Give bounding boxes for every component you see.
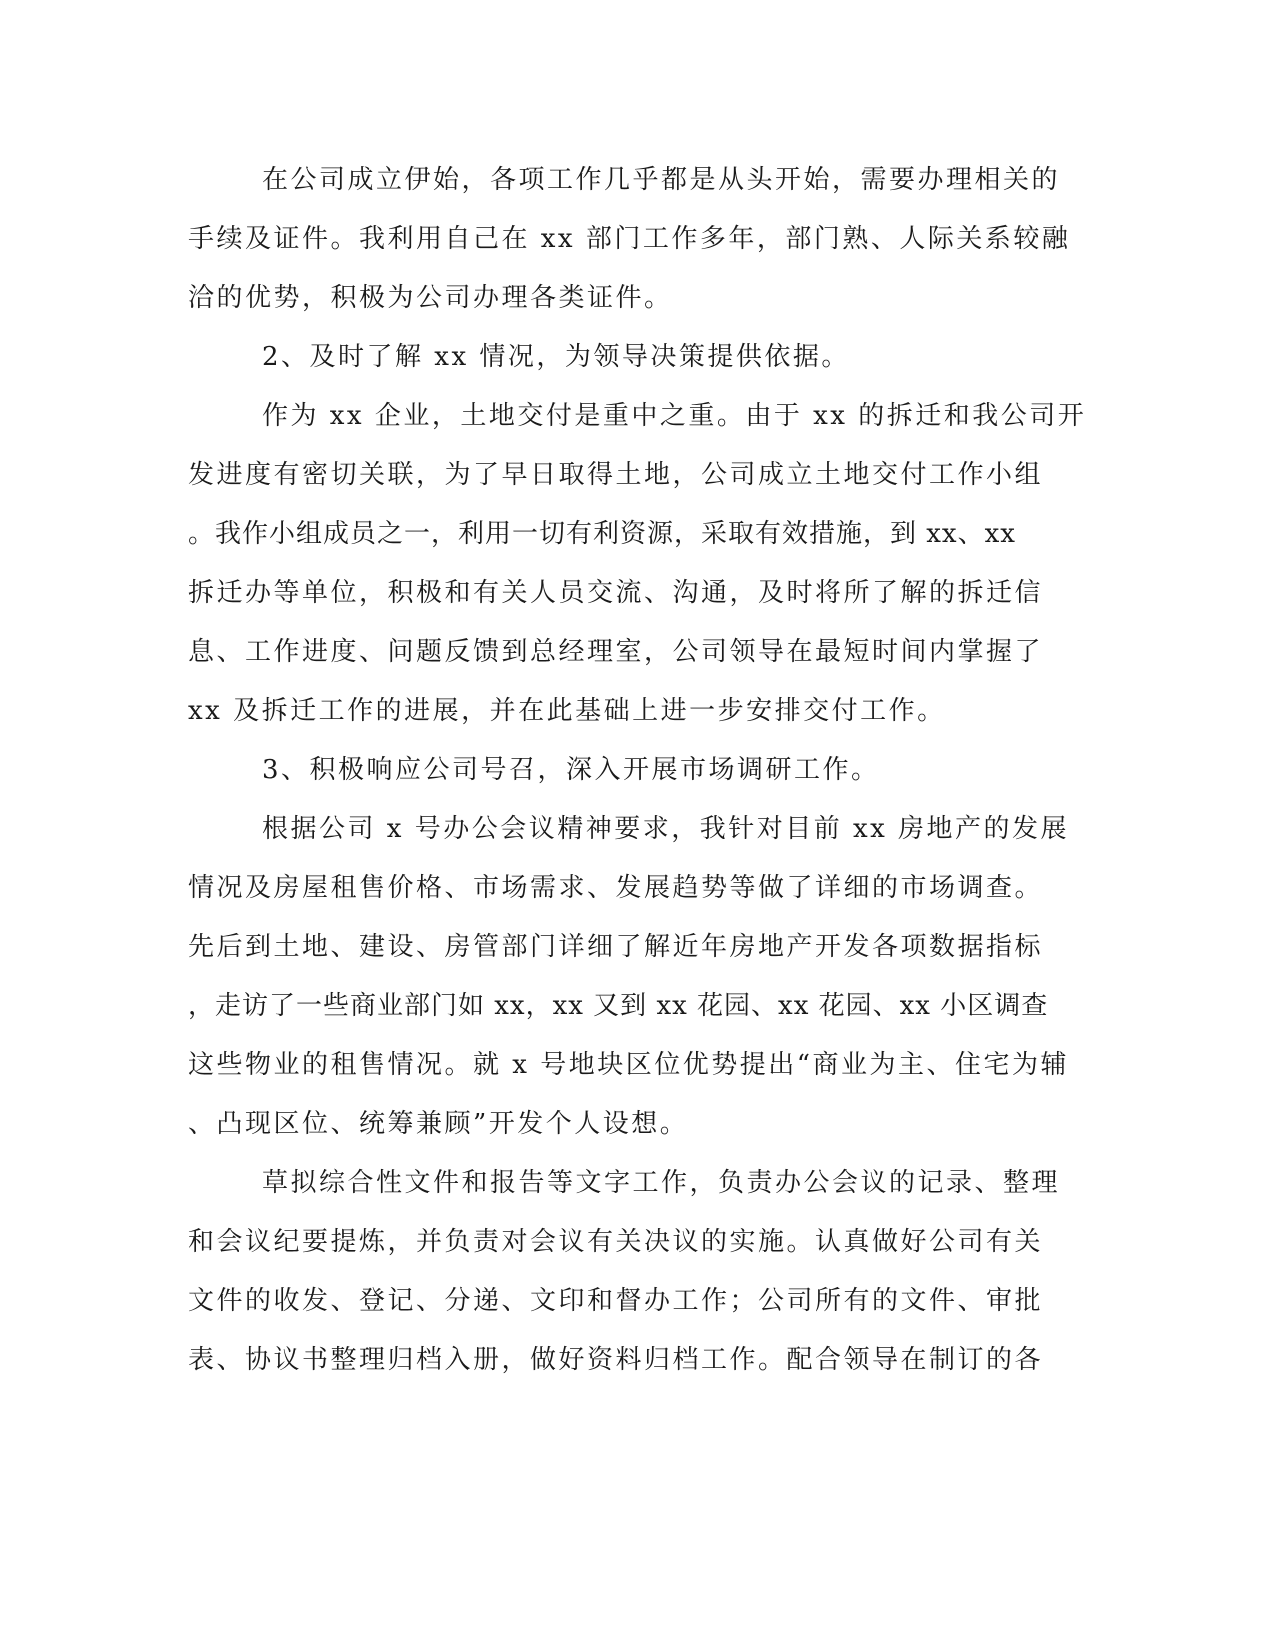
- paragraph-line: 拆迁办等单位，积极和有关人员交流、沟通，及时将所了解的拆迁信: [188, 578, 1044, 608]
- paragraph-line: 发进度有密切关联，为了早日取得土地，公司成立土地交付工作小组: [188, 460, 1044, 490]
- paragraph-line: 根据公司 x 号办公会议精神要求，我针对目前 xx 房地产的发展: [262, 814, 1070, 844]
- paragraph-line: 。我作小组成员之一，利用一切有利资源，采取有效措施，到 xx、xx: [188, 519, 1016, 549]
- paragraph-line: 先后到土地、建设、房管部门详细了解近年房地产开发各项数据指标: [188, 932, 1044, 962]
- paragraph-line: ，走访了一些商业部门如 xx，xx 又到 xx 花园、xx 花园、xx 小区调查: [188, 991, 1049, 1021]
- section-heading: 3、积极响应公司号召，深入开展市场调研工作。: [262, 755, 880, 785]
- section-heading: 2、及时了解 xx 情况，为领导决策提供依据。: [262, 342, 850, 372]
- paragraph-line: 文件的收发、登记、分递、文印和督办工作；公司所有的文件、审批: [188, 1286, 1044, 1316]
- paragraph-line: 情况及房屋租售价格、市场需求、发展趋势等做了详细的市场调查。: [188, 873, 1044, 903]
- paragraph-line: 表、协议书整理归档入册，做好资料归档工作。配合领导在制订的各: [188, 1345, 1044, 1375]
- paragraph-line: xx 及拆迁工作的进展，并在此基础上进一步安排交付工作。: [188, 696, 946, 726]
- paragraph-line: 作为 xx 企业，土地交付是重中之重。由于 xx 的拆迁和我公司开: [262, 401, 1087, 431]
- paragraph-line: 这些物业的租售情况。就 x 号地块区位优势提出“商业为主、住宅为辅: [188, 1050, 1069, 1080]
- paragraph-line: 在公司成立伊始，各项工作几乎都是从头开始，需要办理相关的: [262, 165, 1061, 195]
- paragraph-line: 、凸现区位、统筹兼顾”开发个人设想。: [188, 1109, 689, 1139]
- paragraph-line: 息、工作进度、问题反馈到总经理室，公司领导在最短时间内掌握了: [188, 637, 1044, 667]
- paragraph-line: 草拟综合性文件和报告等文字工作，负责办公会议的记录、整理: [262, 1168, 1061, 1198]
- paragraph-line: 和会议纪要提炼，并负责对会议有关决议的实施。认真做好公司有关: [188, 1227, 1044, 1257]
- paragraph-line: 手续及证件。我利用自己在 xx 部门工作多年，部门熟、人际关系较融: [188, 224, 1071, 254]
- paragraph-line: 洽的优势，积极为公司办理各类证件。: [188, 283, 673, 313]
